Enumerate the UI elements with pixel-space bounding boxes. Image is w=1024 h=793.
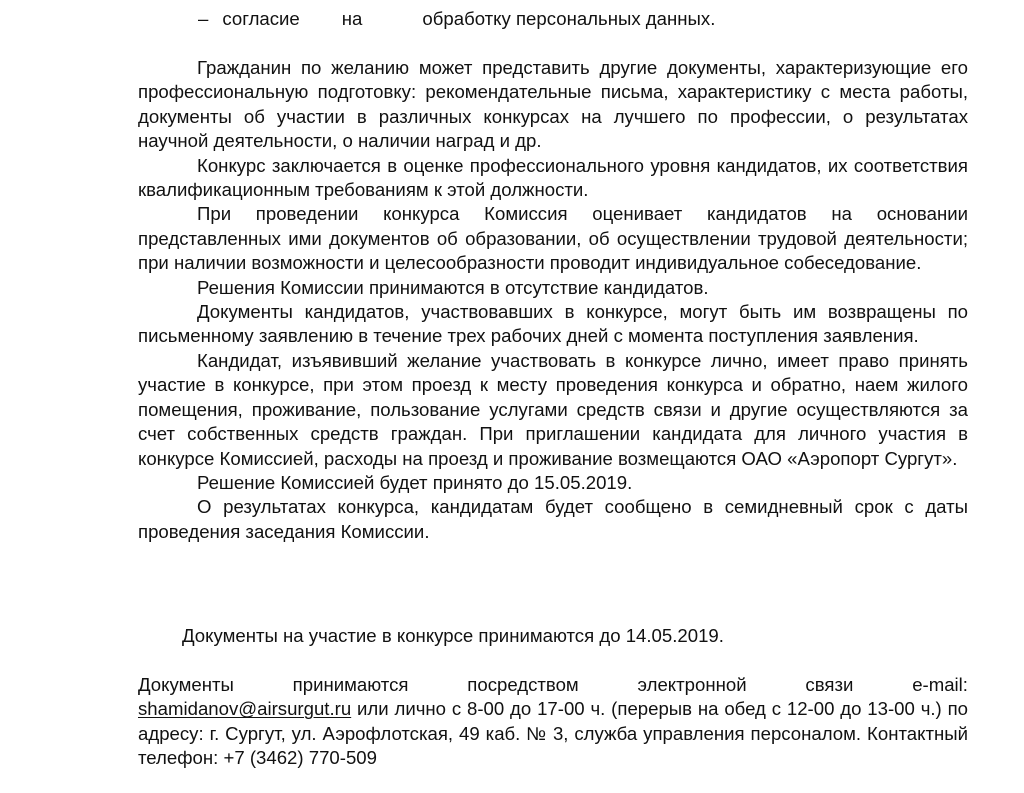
paragraph-evaluation: При проведении конкурса Комиссия оценивает кандидатов на основании представленных ими документов об образовании, об осуществлении трудовой деятельности; при наличии возможности и целесообразности проводит индивидуальное собеседование. [138, 203, 968, 274]
paragraph-results: О результатах конкурса, кандидатам будет сообщено в семидневный срок с даты проведения заседания Комиссии. [138, 496, 968, 542]
consent-rest: обработку персональных данных. [422, 8, 716, 29]
body-paragraphs [138, 56, 968, 544]
contact-word: e-mail: [912, 674, 968, 695]
contact-word: посредством [467, 674, 579, 695]
consent-preposition: на [341, 8, 363, 29]
contact-details-text: или лично с 8-00 до 17-00 ч. (перерыв на обед с 12-00 до 13-00 ч.) по адресу: г. Сургут, ул. Аэрофлотская, 49 каб. № 3, служба управления персоналом. Контактный телефон: +7 (3462) 770-509 [138, 698, 968, 769]
consent-word: согласие [222, 8, 300, 29]
paragraph-personal-participation: Кандидат, изъявивший желание участвовать в конкурсе лично, имеет право принять участие в конкурсе, при этом проезд к месту проведения конкурса и обратно, наем жилого помещения, проживание, пользование услугами средств связи и другие осуществляются за счет собственных средств граждан. При приглашении кандидата для личного участия в конкурсе Комиссией, расходы на проезд и проживание возмещаются ОАО «Аэропорт Сургут». [138, 349, 968, 469]
list-dash: – [198, 8, 209, 29]
paragraph-documents-return: Документы кандидатов, участвовавших в конкурсе, могут быть им возвращены по письменному заявлению в течение трех рабочих дней с момента поступления заявления. [138, 301, 968, 347]
contact-word: Документы [138, 674, 234, 695]
paragraph-additional-documents: Гражданин по желанию может представить другие документы, характеризующие его профессиональную подготовку: рекомендательные письма, характеристику с места работы, документы об участии в различных конкурсах на лучшего по профессии, о результатах научной деятельности, о наличии наград и др. [138, 57, 968, 152]
contact-word: принимаются [292, 674, 409, 695]
contact-first-line [138, 673, 968, 697]
email-link[interactable]: shamidanov@airsurgut.ru [138, 698, 352, 720]
contact-word: связи [805, 674, 854, 695]
consent-list-item [198, 7, 918, 31]
submission-deadline: Документы на участие в конкурсе принимаются до 14.05.2019. [182, 625, 724, 646]
contact-block [138, 673, 968, 771]
paragraph-decision-date: Решение Комиссией будет принято до 15.05.2019. [197, 471, 633, 493]
paragraph-contest-essence: Конкурс заключается в оценке профессионального уровня кандидатов, их соответствия квалификационным требованиям к этой должности. [138, 154, 968, 201]
paragraph-decisions: Решения Комиссии принимаются в отсутствие кандидатов. [197, 276, 709, 298]
contact-word: электронной [637, 674, 747, 695]
contact-details [138, 697, 968, 770]
